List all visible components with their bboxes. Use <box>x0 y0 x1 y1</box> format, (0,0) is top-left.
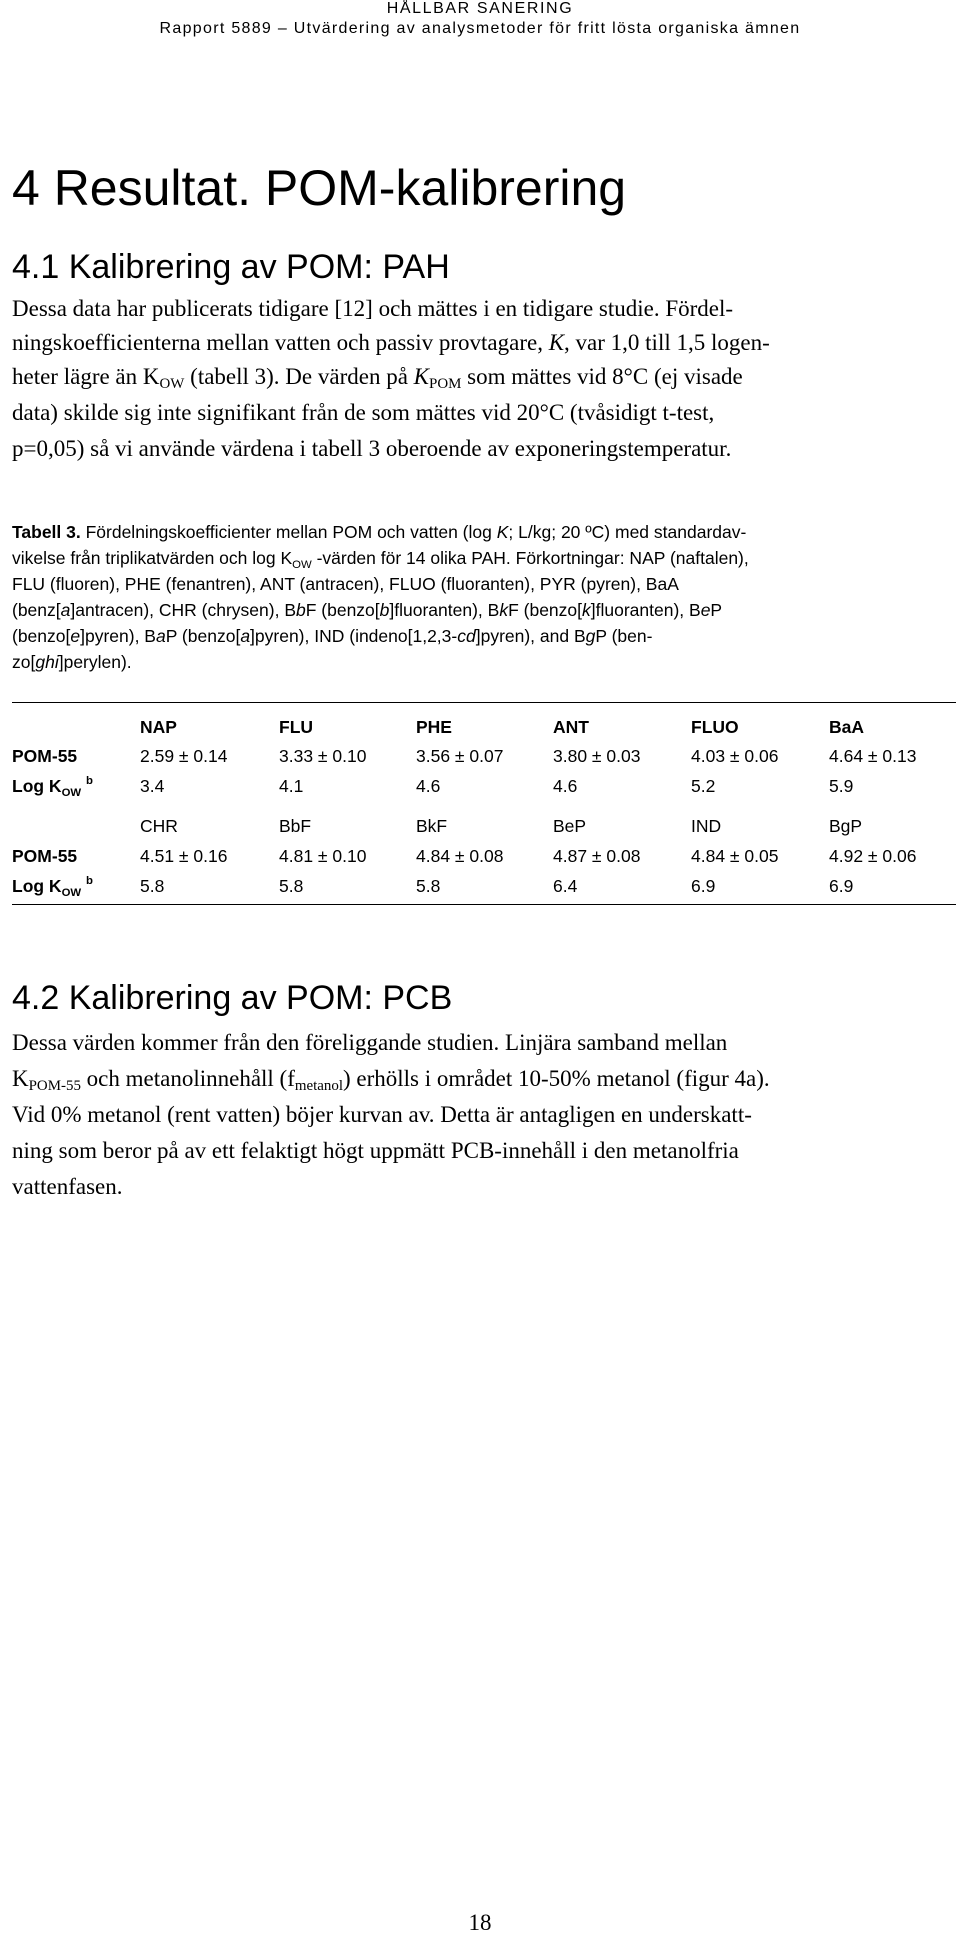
paragraph-line: data) skilde sig inte signifikant från de som mättes vid 20°C (tvåsidigt t-test, <box>12 400 715 425</box>
table-cell: 4.03 ± 0.06 <box>691 746 779 766</box>
paragraph-line: ningskoefficienterna mellan vatten och passiv provtagare, K, var 1,0 till 1,5 logen- <box>12 330 770 355</box>
table-cell: 5.9 <box>829 776 854 796</box>
table-row <box>12 841 956 871</box>
table-cell: 5.8 <box>279 876 304 896</box>
table-cell: 6.9 <box>829 876 854 896</box>
table-cell: 4.64 ± 0.13 <box>829 746 917 766</box>
column-header: IND <box>691 816 722 836</box>
table-header-row <box>12 712 956 742</box>
page-number: 18 <box>468 1910 492 1935</box>
table-cell: 4.84 ± 0.08 <box>416 846 504 866</box>
table-cell: 6.4 <box>553 876 578 896</box>
running-header-title: HÅLLBAR SANERING <box>386 0 574 17</box>
column-header: NAP <box>140 717 177 737</box>
table-row <box>12 771 956 801</box>
table-cell: 4.6 <box>553 776 578 796</box>
table-cell: 6.9 <box>691 876 716 896</box>
caption-line: (benzo[e]pyren), BaP (benzo[a]pyren), IND (indeno[1,2,3-cd]pyren), and BgP (ben- <box>12 626 653 646</box>
column-header: FLU <box>279 717 314 737</box>
column-header: BaA <box>829 717 865 737</box>
paragraph-line: Dessa data har publicerats tidigare [12] och mättes i en tidigare studie. Fördel- <box>12 296 734 321</box>
section-title-4-1: 4.1 Kalibrering av POM: PAH <box>12 248 450 286</box>
table-cell: 3.80 ± 0.03 <box>553 746 641 766</box>
table-cell: 3.4 <box>140 776 165 796</box>
table-cell: 3.33 ± 0.10 <box>279 746 367 766</box>
caption-line: Tabell 3. Fördelningskoefficienter mellan POM och vatten (log K; L/kg; 20 ºC) med standardav- <box>12 522 747 542</box>
column-header: FLUO <box>691 717 739 737</box>
table-row <box>12 741 956 771</box>
table-cell: 4.1 <box>279 776 304 796</box>
table-cell: 4.51 ± 0.16 <box>140 846 228 866</box>
section-title-4-2: 4.2 Kalibrering av POM: PCB <box>12 979 453 1017</box>
table-bottom-rule <box>12 904 956 905</box>
column-header: BeP <box>553 816 587 836</box>
table-subheader-row <box>12 811 956 841</box>
chapter-title: 4 Resultat. POM-kalibrering <box>12 160 627 216</box>
row-label: Log $K_{OW}$ $^b$ <box>12 775 93 799</box>
table-cell: 4.81 ± 0.10 <box>279 846 367 866</box>
paragraph-line: Dessa värden kommer från den föreliggande studien. Linjära samband mellan <box>12 1030 728 1055</box>
table-cell: 5.8 <box>416 876 441 896</box>
row-label: POM-55 <box>12 746 78 766</box>
table-row <box>12 871 956 901</box>
paragraph-line: ning som beror på av ett felaktigt högt uppmätt PCB-innehåll i den metanolfria <box>12 1138 739 1163</box>
column-header: BkF <box>416 816 448 836</box>
paragraph-line: heter lägre än $K_{OW}$ (tabell 3). De värden på $K_{POM}$ som mättes vid 8°C (ej visade <box>12 364 743 392</box>
column-header: CHR <box>140 816 178 836</box>
table-cell: 3.56 ± 0.07 <box>416 746 504 766</box>
row-label: POM-55 <box>12 846 78 866</box>
table-cell: 5.2 <box>691 776 716 796</box>
table-top-rule <box>12 702 956 703</box>
caption-line: vikelse från triplikatvärden och $\log K_{OW}$ -värden för 14 olika PAH. Förkortningar: NAP (naftalen), <box>12 548 749 571</box>
table-cell: 4.92 ± 0.06 <box>829 846 917 866</box>
caption-line: zo[ghi]perylen). <box>12 652 132 672</box>
caption-line: (benz[a]antracen), CHR (chrysen), BbF (benzo[b]fluoranten), BkF (benzo[k]fluoranten), BeP <box>12 600 723 620</box>
column-header: ANT <box>553 717 589 737</box>
paragraph-line: p=0,05) så vi använde värdena i tabell 3 oberoende av exponeringstemperatur. <box>12 436 732 461</box>
table-cell: 5.8 <box>140 876 165 896</box>
column-header: BbF <box>279 816 312 836</box>
paragraph-line: vattenfasen. <box>12 1174 123 1199</box>
table-cell: 4.6 <box>416 776 441 796</box>
paragraph-line: Vid 0% metanol (rent vatten) böjer kurvan av. Detta är antagligen en underskatt- <box>12 1102 752 1127</box>
section-4-1-paragraph <box>12 292 952 492</box>
table-cell: 4.84 ± 0.05 <box>691 846 779 866</box>
column-header: BgP <box>829 816 863 836</box>
paragraph-line: $K_{POM-55}$ och metanolinnehåll $(f_{metanol})$ erhölls i området 10-50% metanol (figur 4a). <box>12 1066 770 1094</box>
column-header: PHE <box>416 717 452 737</box>
table-cell: 4.87 ± 0.08 <box>553 846 641 866</box>
caption-line: FLU (fluoren), PHE (fenantren), ANT (antracen), FLUO (fluoranten), PYR (pyren), BaA <box>12 574 679 594</box>
running-header-subtitle: Rapport 5889 – Utvärdering av analysmetoder för fritt lösta organiska ämnen <box>159 20 801 37</box>
table-cell: 2.59 ± 0.14 <box>140 746 228 766</box>
section-4-2-paragraph <box>12 1026 952 1226</box>
row-label: Log $K_{OW}$ $^b$ <box>12 875 93 899</box>
